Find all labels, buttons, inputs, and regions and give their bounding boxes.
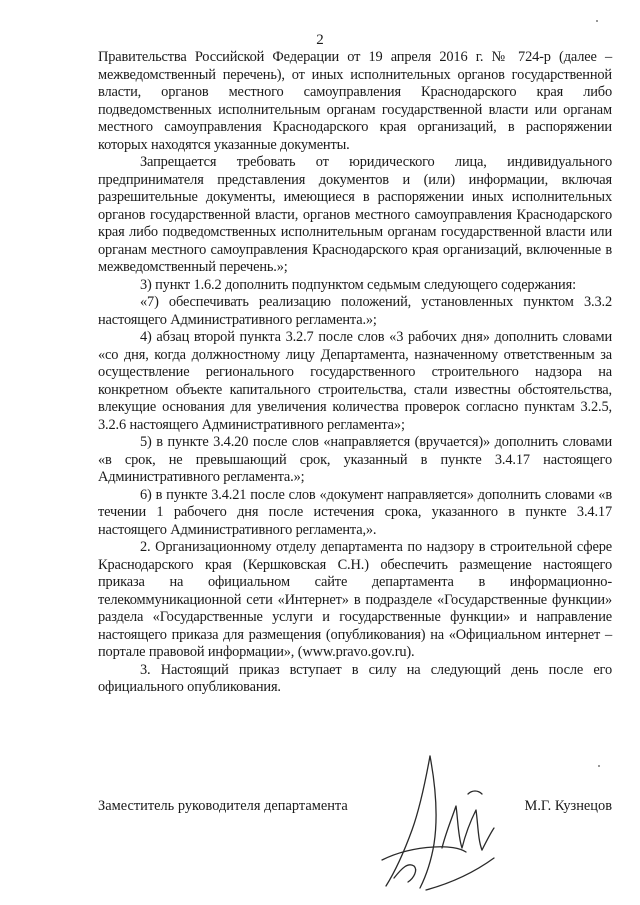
paragraph-continuation: Правительства Российской Федерации от 19 апреля 2016 г. № 724-р (далее – межведомственный перечень), от иных исполнительных органов государственной власти, органов местного самоуправления Краснодарского края либо подведомственных исполнительным органам государственной власти или органам местного самоуправления Краснодарского края организаций, в распоряжении которых находятся указанные документы.: [98, 49, 612, 153]
signature-line: [98, 797, 612, 817]
paragraph-item-3: 3) пункт 1.6.2 дополнить подпунктом седьмым следующего содержания:: [140, 276, 576, 293]
signatory-position: Заместитель руководителя департамента: [98, 798, 348, 814]
handwritten-signature: [368, 748, 518, 898]
paragraph-clause-2: 2. Организационному отделу департамента по надзору в строительной сфере Краснодарского края (Кершковская С.Н.) обеспечить размещение настоящего приказа на официальном сайте департамента в информационно-телекоммуникационной сети «Интернет» в подразделе «Государственные функции» раздела «Государственные услуги и государственные функции» и направление настоящего приказа для размещения (опубликования) на «Официальном интернет – портале правовой информации», (www.pravo.gov.ru).: [98, 539, 612, 660]
paragraph-item-6: 6) в пункте 3.4.21 после слов «документ направляется» дополнить словами «в течении 1 рабочего дня после истечения срока, указанного в пункте 3.4.17 настоящего Административного регламента,».: [98, 486, 612, 538]
scan-speck: [596, 20, 598, 22]
paragraph-item-4: 4) абзац второй пункта 3.2.7 после слов «3 рабочих дня» дополнить словами «со дня, когда должностному лицу Департамента, назначенному ответственным за осуществление регионального государственного строительного надзора на конкретном объекте капитального строительства, стали известны обстоятельства, влекущие основания для увеличения количества проверок согласно пунктам 3.2.5, 3.2.6 настоящего Административного регламента»;: [98, 329, 612, 433]
page-number: 2: [316, 32, 324, 48]
scan-speck: [598, 765, 600, 767]
paragraph-prohibition: Запрещается требовать от юридического лица, индивидуального предпринимателя представления документов и (или) информации, включая разрешительные документы, имеющиеся в распоряжении иных исполнительных органов государственной власти, органов местного самоуправления Краснодарского края либо подведомственных исполнительным органам государственной власти или органам местного самоуправления Краснодарского края организаций, включенные в межведомственный перечень.»;: [98, 154, 612, 275]
paragraph-clause-3: 3. Настоящий приказ вступает в силу на следующий день после его официального опубликования.: [98, 661, 612, 695]
signatory-name: М.Г. Кузнецов: [524, 798, 612, 814]
document-body: [98, 49, 612, 697]
paragraph-item-5: 5) в пункте 3.4.20 после слов «направляется (вручается)» дополнить словами «в срок, не превышающий срок, указанный в пункте 3.4.17 настоящего Административного регламента.»;: [98, 434, 612, 485]
paragraph-subitem-7: «7) обеспечивать реализацию положений, установленных пунктом 3.3.2 настоящего Административного регламента.»;: [98, 294, 612, 328]
